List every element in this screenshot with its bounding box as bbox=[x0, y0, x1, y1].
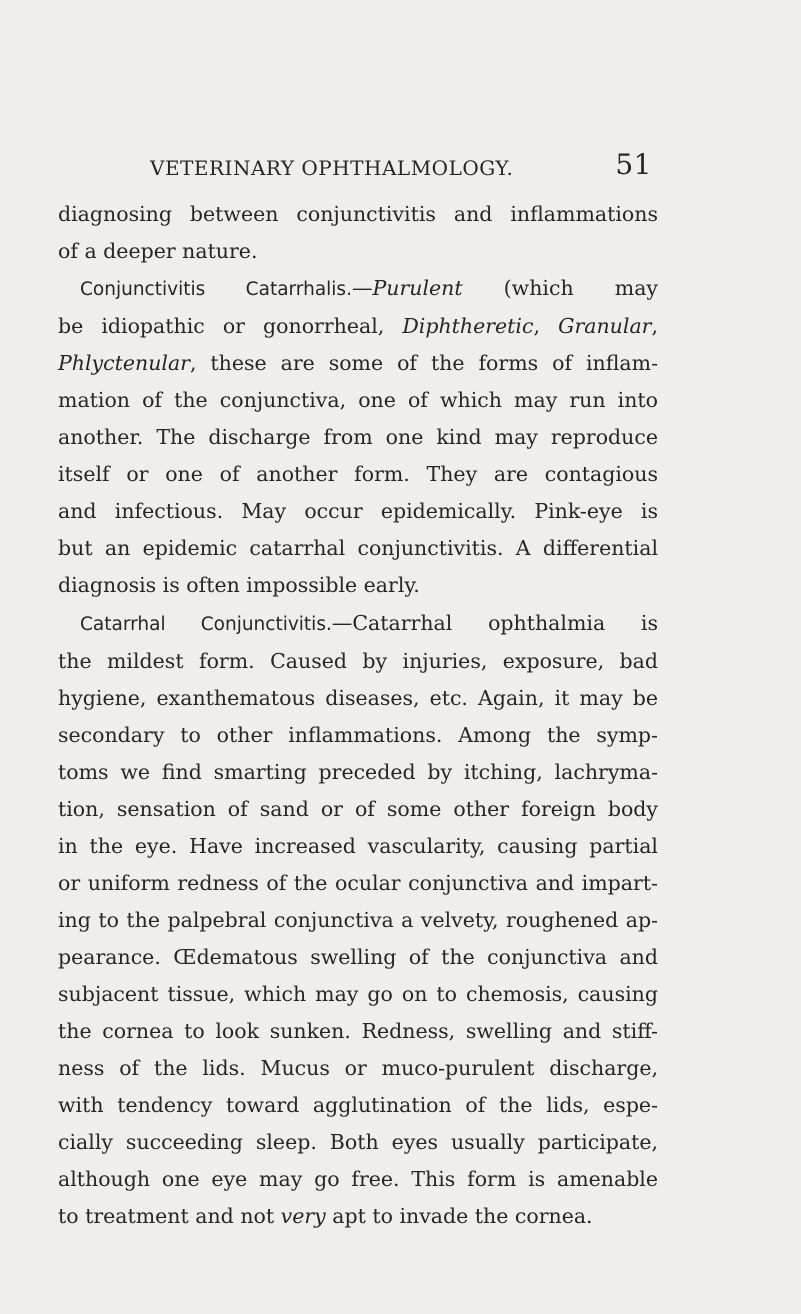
body-text bbox=[58, 196, 658, 1235]
italic-term: very bbox=[280, 1204, 326, 1229]
italic-term: Diphtheretic bbox=[402, 314, 534, 339]
text-line: ing to the palpebral conjunctiva a velvety, roughened ap- bbox=[58, 907, 658, 932]
text-line: with tendency toward agglutination of the lids, espe- bbox=[58, 1093, 658, 1118]
text-line: diagnosis is often impossible early. bbox=[58, 573, 420, 598]
text-line: toms we find smarting preceded by itching, lachryma- bbox=[58, 759, 658, 784]
text-line: itself or one of another form. They are contagious bbox=[58, 462, 658, 487]
page-number: 51 bbox=[615, 148, 652, 181]
running-head: VETERINARY OPHTHALMOLOGY. bbox=[150, 156, 514, 180]
paragraph-1 bbox=[58, 196, 658, 270]
text-line: secondary to other inflammations. Among the symp- bbox=[58, 722, 658, 747]
text-line: cially succeeding sleep. Both eyes usually participate, bbox=[58, 1130, 658, 1155]
text-line: diagnosing between conjunctivitis and inflammations bbox=[58, 202, 658, 226]
text-line: hygiene, exanthematous diseases, etc. Again, it may be bbox=[58, 685, 658, 710]
section-heading: Catarrhal Conjunctivitis. bbox=[80, 613, 332, 635]
italic-term: Granular bbox=[558, 314, 652, 339]
line-text: —Purulent (which may bbox=[351, 276, 658, 301]
line-text: —Catarrhal ophthalmia is bbox=[331, 610, 658, 635]
text-line: another. The discharge from one kind may reproduce bbox=[58, 425, 658, 450]
text-line: and infectious. May occur epidemically. Pink-eye is bbox=[58, 499, 658, 524]
paragraph-3 bbox=[58, 605, 658, 1236]
page-header bbox=[150, 146, 652, 186]
text-line: tion, sensation of sand or of some other foreign body bbox=[58, 796, 658, 821]
text-line: ness of the lids. Mucus or muco-purulent discharge, bbox=[58, 1056, 658, 1081]
paragraph-2 bbox=[58, 270, 658, 604]
text-line: the mildest form. Caused by injuries, exposure, bad bbox=[58, 648, 658, 673]
italic-term: Purulent bbox=[372, 276, 463, 301]
text-line: Phlyctenular, these are some of the forms of inflam- bbox=[58, 351, 658, 376]
text-line: pearance. Œdematous swelling of the conjunctiva and bbox=[58, 944, 658, 969]
text-line: the cornea to look sunken. Redness, swelling and stiff- bbox=[58, 1019, 658, 1044]
text-line: subjacent tissue, which may go on to chemosis, causing bbox=[58, 981, 658, 1006]
text-line: be idiopathic or gonorrheal, Diphtheretic, Granular, bbox=[58, 314, 658, 339]
text-line: although one eye may go free. This form is amenable bbox=[58, 1167, 658, 1192]
text-line: but an epidemic catarrhal conjunctivitis. A differential bbox=[58, 536, 658, 561]
text-line: of a deeper nature. bbox=[58, 239, 258, 264]
text-line: mation of the conjunctiva, one of which may run into bbox=[58, 388, 658, 413]
italic-term: Phlyctenular bbox=[58, 351, 190, 376]
section-heading: Conjunctivitis Catarrhalis. bbox=[80, 279, 352, 301]
text-line: to treatment and not very apt to invade the cornea. bbox=[58, 1204, 593, 1229]
text-line bbox=[58, 605, 658, 643]
text-line bbox=[58, 270, 658, 308]
text-line: or uniform redness of the ocular conjunctiva and impart- bbox=[58, 870, 658, 895]
text-line: in the eye. Have increased vascularity, causing partial bbox=[58, 833, 658, 858]
